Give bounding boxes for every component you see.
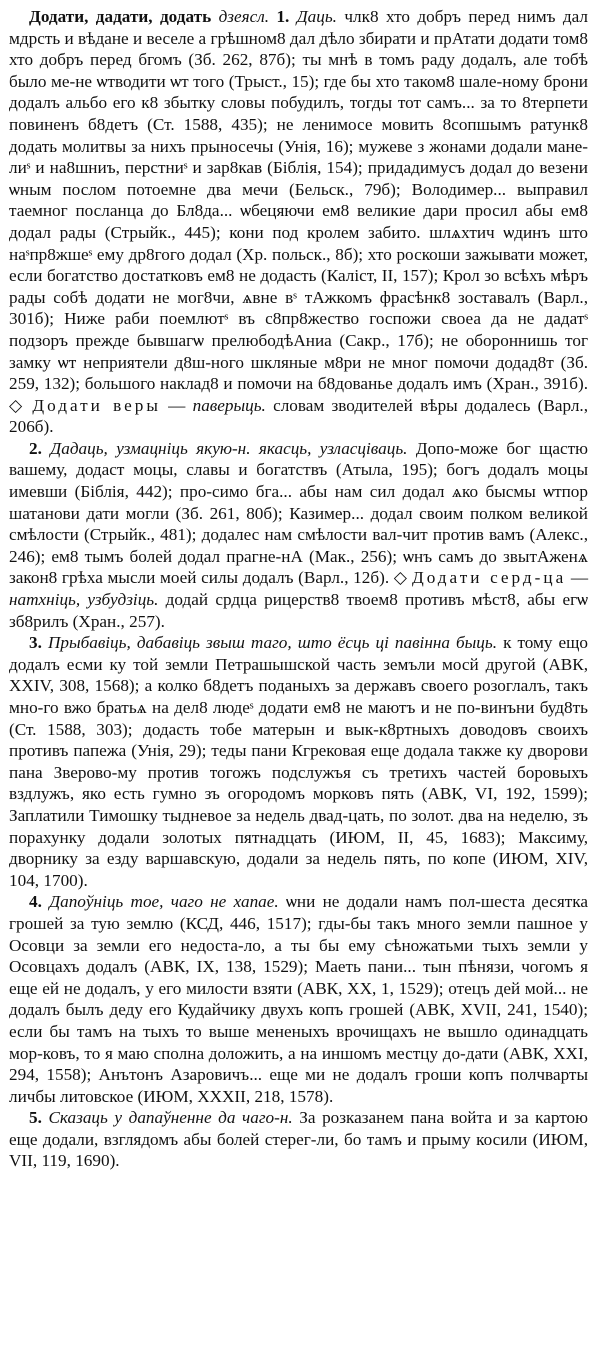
phrase-term: Додати серд-ца bbox=[411, 568, 567, 588]
sense-gloss: Прыбавіць, дабавіць звыш таго, што ёсць ці павінна быць. bbox=[47, 633, 498, 653]
entry-grammar-label: дзеясл. bbox=[218, 7, 270, 26]
sense-gloss: Дапоўніць тое, чаго не хапае. bbox=[49, 892, 279, 912]
dictionary-sense-2: 2. Дадаць, узмацніць якую-н. якасць, узласціваць. Допо-може бог щастю вашему, додаст моцы, славы и богатствъ (Атыла, 195); богъ додалъ моцы имевши (Біблія, 442); про-симо бга... абы нам сил додал ѧко бысмы ѡтпор шатанови дати могли (Зб. 261, 80б); Казимер... додал своим полком великой смѣлости (Стрыйк., 481); додалес нам смѣлости вал-чит против вамъ (Алекс., 246); ем8 тымъ болей додал прагне-нА (Мак., 256); ѡнъ самъ до звытАженѧ закон8 грѣха мысли моей силы додалъ (Варл., 12б). ◇ Додати серд-ца — натхніць, узбудзіць. додай срдца рицерств8 твоем8 противъ мѣст8, абы егѡ зб8рилъ (Хран., 257). bbox=[9, 438, 589, 631]
sense-gloss: Сказаць у дапаўненне да чаго-н. bbox=[48, 1108, 293, 1128]
diamond-icon: ◇ bbox=[9, 395, 26, 415]
sense-number: 1. bbox=[276, 7, 290, 26]
sense-citations: к тому ещо додалъ есми ку той земли Петрашышской часть земъли мосй другой (АВК, XXIV, 308, 1568); а колко б8детъ поданыхъ за державъ своего розоглалъ, такъ мно-го вжо братьѧ на дел8 людеˢ додати ем8 не маютъ и не по-винъни буд8ть (Ст. 1588, 303); додасть тобе матерын и вык-к8ртныхъ доводовъ своихъ противъ папежа (Унія, 29); теды пани Кгрековая еще додала также ку дворови пана Зверово-му против тогожъ подслужъя съ третихъ частей боровыхъ вздлужъ, яко есть гумно зъ огородомъ морковъ пять (АВК, VI, 192, 1599); Заплатили Тимошку тыдневое за недель двад-цать, по золот. два на неделю, зъ порахунку додали золотых пятнадцать (ИЮМ, II, 45, 1683); Максиму, дворнику за езду варшавскую, додали за недель пять, по копе (ИЮМ, XIV, 104, 1700). bbox=[9, 633, 588, 890]
phrase-gloss: паверыць. bbox=[192, 395, 266, 415]
sense-citations: ѡни не додали намъ пол-шеста десятка грошей за тую землю (КСД, 446, 1517); гды-бы такъ много земли пашное у Осовци за земли его недоста-ло, а ты бы ему сѣножатьми тыхъ земли у Осовцахъ додалъ (АВК, IX, 138, 1529); Маеть пани... тын пѣнязи, чогомъ я еще ей не додалъ, у его милости взяти (АВК, XX, 1, 1529); отецъ дей мой... не додалъ былъ деду его Кудайчику двухъ копъ грошей (АВК, XVII, 241, 1540); если бы тамъ на тыхъ то выше мененыхъ врочищахъ не вышло одинадцать мор-ковъ, то я маю сполна доложить, а на иншомъ местцу до-дати (АВК, XXI, 294, 1558); Анътонъ Азаровичъ... еще ми не додалъ гроши копъ полчварты личбы литовское (ИЮМ, XXXII, 218, 1578). bbox=[9, 892, 588, 1106]
sense-gloss: Дадаць, узмацніць якую-н. якасць, узласціваць. bbox=[50, 438, 408, 458]
sense-citations: Допо-може бог щастю вашему, додаст моцы, славы и богатствъ (Атыла, 195); богъ додалъ моцы имевши (Біблія, 442); про-симо бга... абы нам сил додал ѧко бысмы ѡтпор шатанови дати могли (Зб. 261, 80б); Казимер... додал своим полком великой смѣлости (Стрыйк., 481); додалес нам смѣлости вал-чит против вамъ (Алекс., 246); ем8 тымъ болей додал прагне-нА (Мак., 256); ѡнъ самъ до звытАженѧ закон8 грѣха мысли моей силы додалъ (Варл., 12б). bbox=[9, 438, 589, 588]
sense-number: 5. bbox=[29, 1108, 42, 1128]
phrase-term: Додати веры bbox=[32, 395, 161, 415]
sense-number: 2. bbox=[29, 438, 42, 458]
dictionary-entry-sense-1: Додати, дадати, додать дзеясл. 1. Даць. члк8 хто добръ перед нимъ дал мдрсть и вѣдане и веселе а грѣшном8 дал дѣло збирати и прАтати додати том8 хто добръ перед бгомъ (Зб. 262, 87б); ты мнѣ в томъ раду додалъ, але тобѣ было ме-не ѡтводити ѡт того (Трыст., 15); где бы хто таком8 шале-ному брони додалъ альбо его к8 збытку словы побудилъ, тогды тот самъ... за то 8терпети повиненъ б8детъ (Ст. 1588, 435); не ленимосе мовить 8сопшымъ ратунк8 додать молитвы за нихъ прыносечы (Унія, 16); мужеве з жонами додали мане-лиˢ и на8шниъ, перстниˢ и зар8кав (Біблія, 154); придадимусъ додал до везени ѡным послом потоемне два мечи (Бельск., 79б); Володимер... выправил таемног посланца до Бл8да... ѡбецяючи ем8 великие дари просил абы ем8 додал рады (Стрыйк., 445); кони под кролем забито. шлѧхтич ѡдинъ што наˢпр8жшеˢ ему др8гого додал (Хр. польск., 8б); хто роскоши зажывати может, если богатство достатковъ ем8 не додасть (Каліст, II, 157); Крол зо всѣхъ мѣръ рады собѣ додати не мог8чи, ѧвне вˢ тАжкомъ фрасѣнк8 зоставалъ (Варл., 301б); Ниже раби поемлютˢ въ с8пр8жество госпожи своеа да не дадатˢ подзоръ прежде бывшагѡ прелюбодѣАниа (Сакр., 17б); не обороннишь тог замку ѡт неприятели д8ш-ного шкляные м8ри не мног помочи додад8т (Зб. 259, 132); большого наклад8 и помочи на б8дованье додалъ имъ (Хран., 391б). ◇ Додати веры — паверыць. словам зводителей вѣры додалесь (Варл., 206б). bbox=[9, 7, 589, 437]
entry-headword: Додати, дадати, додать bbox=[29, 7, 212, 26]
sense-citations: За розказанем пана войта и за картою еще додали, взглядомъ абы болей стерег-ли, бо тамъ и прыму косили (ИЮМ, VII, 119, 1690). bbox=[9, 1108, 588, 1171]
sense-citations: члк8 хто добръ перед нимъ дал мдрсть и вѣдане и веселе а грѣшном8 дал дѣло збирати и прАтати додати том8 хто добръ перед бгомъ (Зб. 262, 87б); ты мнѣ в томъ раду додалъ, але тобѣ было ме-не ѡтводити ѡт того (Трыст., 15); где бы хто таком8 шале-ному брони додалъ альбо его к8 збытку словы побудилъ, тогды тот самъ... за то 8терпети повиненъ б8детъ (Ст. 1588, 435); не ленимосе мовить 8сопшымъ ратунк8 додать молитвы за нихъ прыносечы (Унія, 16); мужеве з жонами додали мане-лиˢ и на8шниъ, перстниˢ и зар8кав (Біблія, 154); придадимусъ додал до везени ѡным послом потоемне два мечи (Бельск., 79б); Володимер... выправил таемног посланца до Бл8да... ѡбецяючи ем8 великие дари просил абы ем8 додал рады (Стрыйк., 445); кони под кролем забито. шлѧхтич ѡдинъ што наˢпр8жшеˢ ему др8гого додал (Хр. польск., 8б); хто роскоши зажывати может, если богатство достатковъ ем8 не додасть (Каліст, II, 157); Крол зо всѣхъ мѣръ рады собѣ додати не мог8чи, ѧвне вˢ тАжкомъ фрасѣнк8 зоставалъ (Варл., 301б); Ниже раби поемлютˢ въ с8пр8жество госпожи своеа да не дадатˢ подзоръ прежде бывшагѡ прелюбодѣАниа (Сакр., 17б); не обороннишь тог замку ѡт неприятели д8ш-ного шкляные м8ри не мног помочи додад8т (Зб. 259, 132); большого наклад8 и помочи на б8дованье додалъ имъ (Хран., 391б). bbox=[9, 7, 589, 394]
dictionary-sense-3 bbox=[9, 632, 588, 891]
sense-number: 4. bbox=[29, 892, 42, 912]
sense-number: 3. bbox=[29, 633, 42, 653]
diamond-icon: ◇ bbox=[393, 568, 408, 588]
dictionary-sense-4 bbox=[9, 891, 588, 1107]
sense-gloss: Даць. bbox=[296, 7, 337, 26]
phrase-citations: словам зводителей вѣры додалесь (Варл., 206б). bbox=[9, 395, 589, 437]
dictionary-sense-5 bbox=[9, 1107, 588, 1172]
phrase-citations: додай срдца рицерств8 твоем8 противъ мѣст8, абы егѡ зб8рилъ (Хран., 257). bbox=[9, 590, 589, 631]
phrase-gloss: натхніць, узбудзіць. bbox=[9, 590, 159, 610]
